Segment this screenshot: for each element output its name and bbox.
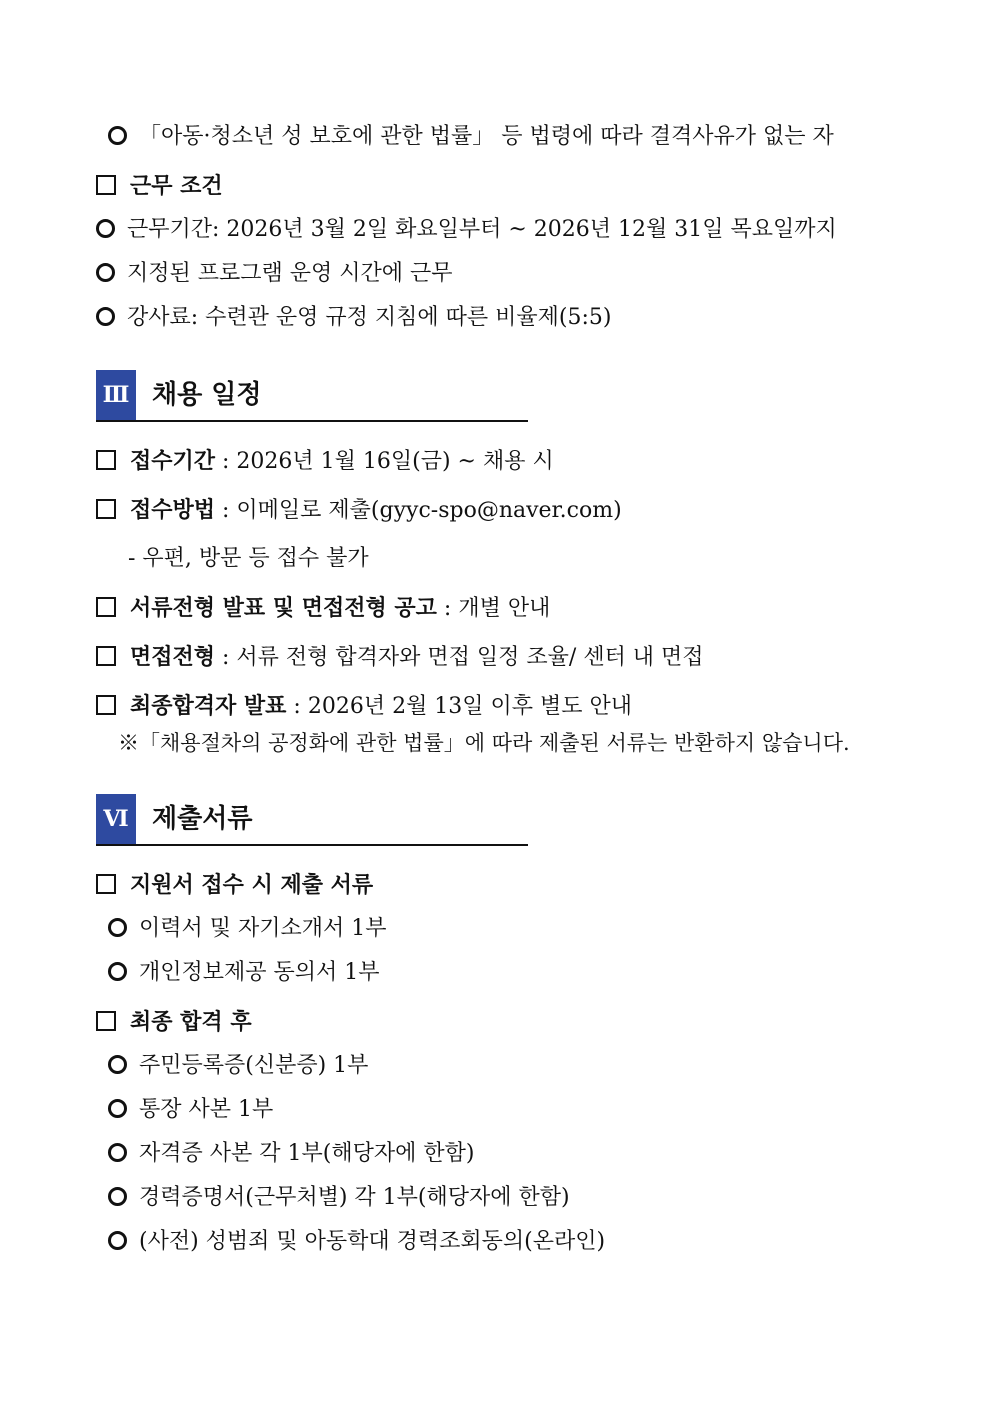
circle-bullet-icon <box>96 307 115 326</box>
work-condition-item: 강사료: 수련관 운영 규정 지침에 따른 비율제(5:5) <box>96 303 611 333</box>
work-condition-item: 지정된 프로그램 운영 시간에 근무 <box>96 259 453 289</box>
document-item: 자격증 사본 각 1부(해당자에 한함) <box>108 1139 474 1169</box>
checkbox-square-icon <box>96 646 116 666</box>
checkbox-square-icon <box>96 450 116 470</box>
circle-bullet-icon <box>96 219 115 238</box>
circle-bullet-icon <box>108 962 127 981</box>
circle-bullet-icon <box>108 918 127 937</box>
checkbox-square-icon <box>96 1011 116 1031</box>
section-heading-schedule <box>96 370 528 422</box>
documents-final-heading: 최종 합격 후 <box>96 1007 252 1037</box>
circle-bullet-icon <box>108 1143 127 1162</box>
document-item: 주민등록증(신분증) 1부 <box>108 1051 368 1081</box>
schedule-item: 면접전형 : 서류 전형 합격자와 면접 일정 조율/ 센터 내 면접 <box>96 642 704 673</box>
circle-bullet-icon <box>96 263 115 282</box>
eligibility-item: 「아동·청소년 성 보호에 관한 법률」 등 법령에 따라 결격사유가 없는 자 <box>108 122 834 152</box>
checkbox-square-icon <box>96 874 116 894</box>
work-condition-item: 근무기간: 2026년 3월 2일 화요일부터 ~ 2026년 12월 31일 목요일까지 <box>96 215 837 245</box>
circle-bullet-icon <box>108 1231 127 1250</box>
section-title: 제출서류 <box>152 804 253 834</box>
schedule-item: 서류전형 발표 및 면접전형 공고 : 개별 안내 <box>96 593 550 624</box>
work-conditions-heading: 근무 조건 <box>96 171 223 201</box>
schedule-method-note: - 우편, 방문 등 접수 불가 <box>128 546 369 571</box>
circle-bullet-icon <box>108 1187 127 1206</box>
section-title: 채용 일정 <box>152 380 262 410</box>
section-number: Ⅲ <box>96 370 136 420</box>
document-item: 개인정보제공 동의서 1부 <box>108 958 380 988</box>
checkbox-square-icon <box>96 597 116 617</box>
schedule-item: 최종합격자 발표 : 2026년 2월 13일 이후 별도 안내 <box>96 691 632 722</box>
circle-bullet-icon <box>108 1055 127 1074</box>
document-item: 이력서 및 자기소개서 1부 <box>108 914 387 944</box>
document-item: 경력증명서(근무처별) 각 1부(해당자에 한함) <box>108 1183 570 1213</box>
document-item: 통장 사본 1부 <box>108 1095 273 1125</box>
checkbox-square-icon <box>96 175 116 195</box>
circle-bullet-icon <box>108 1099 127 1118</box>
schedule-notice: ※「채용절차의 공정화에 관한 법률」에 따라 제출된 서류는 반환하지 않습니다. <box>118 731 850 755</box>
section-number: Ⅵ <box>96 794 136 844</box>
documents-application-heading: 지원서 접수 시 제출 서류 <box>96 870 373 900</box>
section-heading-documents <box>96 794 528 846</box>
circle-bullet-icon <box>108 126 127 145</box>
checkbox-square-icon <box>96 499 116 519</box>
schedule-item: 접수기간 : 2026년 1월 16일(금) ~ 채용 시 <box>96 446 554 477</box>
checkbox-square-icon <box>96 695 116 715</box>
document-item: (사전) 성범죄 및 아동학대 경력조회동의(온라인) <box>108 1227 605 1257</box>
schedule-item: 접수방법 : 이메일로 제출(gyyc-spo@naver.com) <box>96 495 622 526</box>
